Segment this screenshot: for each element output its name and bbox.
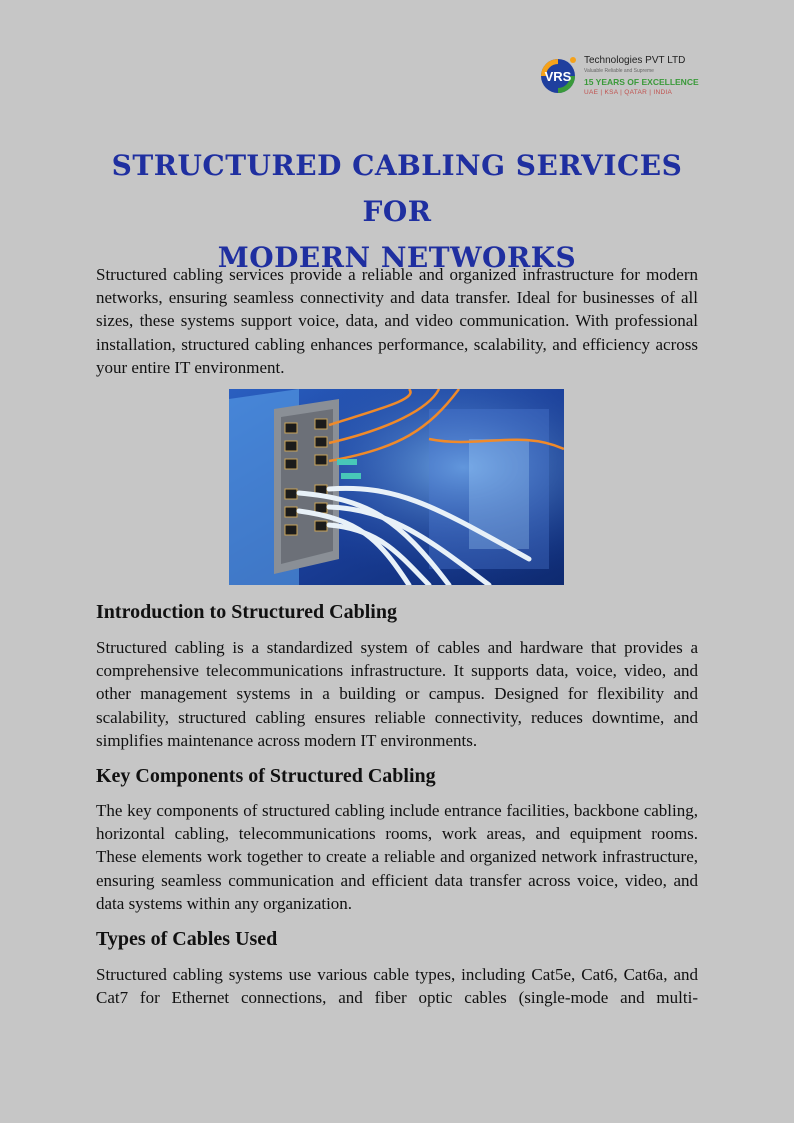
logo-mark-text: VRS <box>544 69 572 84</box>
logo-excellence: 15 YEARS OF EXCELLENCE <box>584 77 699 87</box>
section-heading-cable-types: Types of Cables Used <box>96 928 278 950</box>
network-switch-photo <box>229 389 564 585</box>
section-heading-introduction: Introduction to Structured Cabling <box>96 601 397 623</box>
section-heading-key-components: Key Components of Structured Cabling <box>96 765 436 787</box>
section-body-key-components: The key components of structured cabling include entrance facilities, backbone cabling, horizontal cabling, telecommunications rooms, work areas, and equipment rooms. These elements work together to create a reliable and organized network infrastructure, ensuring seamless communication and efficient data transfer across voice, video, and data systems within any organization. <box>96 801 698 913</box>
logo-regions: UAE | KSA | QATAR | INDIA <box>584 89 673 96</box>
logo-tagline: Valuable Reliable and Supreme <box>584 68 654 74</box>
title-line-2: MODERN NETWORKS <box>217 241 577 274</box>
company-logo <box>535 52 705 102</box>
title-line-1: STRUCTURED CABLING SERVICES FOR <box>111 149 683 228</box>
section-body-cable-types: Structured cabling systems use various cable types, including Cat5e, Cat6, Cat6a, and Cat7 for Ethernet connections, and fiber optic cables (single-mode and multi- <box>96 965 698 1008</box>
page-title <box>96 143 698 281</box>
vrs-globe-icon <box>535 52 581 98</box>
logo-company-name: Technologies PVT LTD <box>584 55 686 66</box>
intro-paragraph: Structured cabling services provide a reliable and organized infrastructure for modern networks, ensuring seamless connectivity and data transfer. Ideal for businesses of all sizes, these systems support voice, data, and video communication. With professional installation, structured cabling enhances performance, scalability, and efficiency across your entire IT environment. <box>96 265 698 377</box>
section-body-introduction: Structured cabling is a standardized system of cables and hardware that provides a comprehensive telecommunications infrastructure. It supports data, voice, video, and other management systems in a building or campus. Designed for flexibility and scalability, structured cabling ensures reliable connectivity, reduces downtime, and simplifies maintenance across modern IT environments. <box>96 638 698 750</box>
network-switch-illustration <box>229 389 564 585</box>
